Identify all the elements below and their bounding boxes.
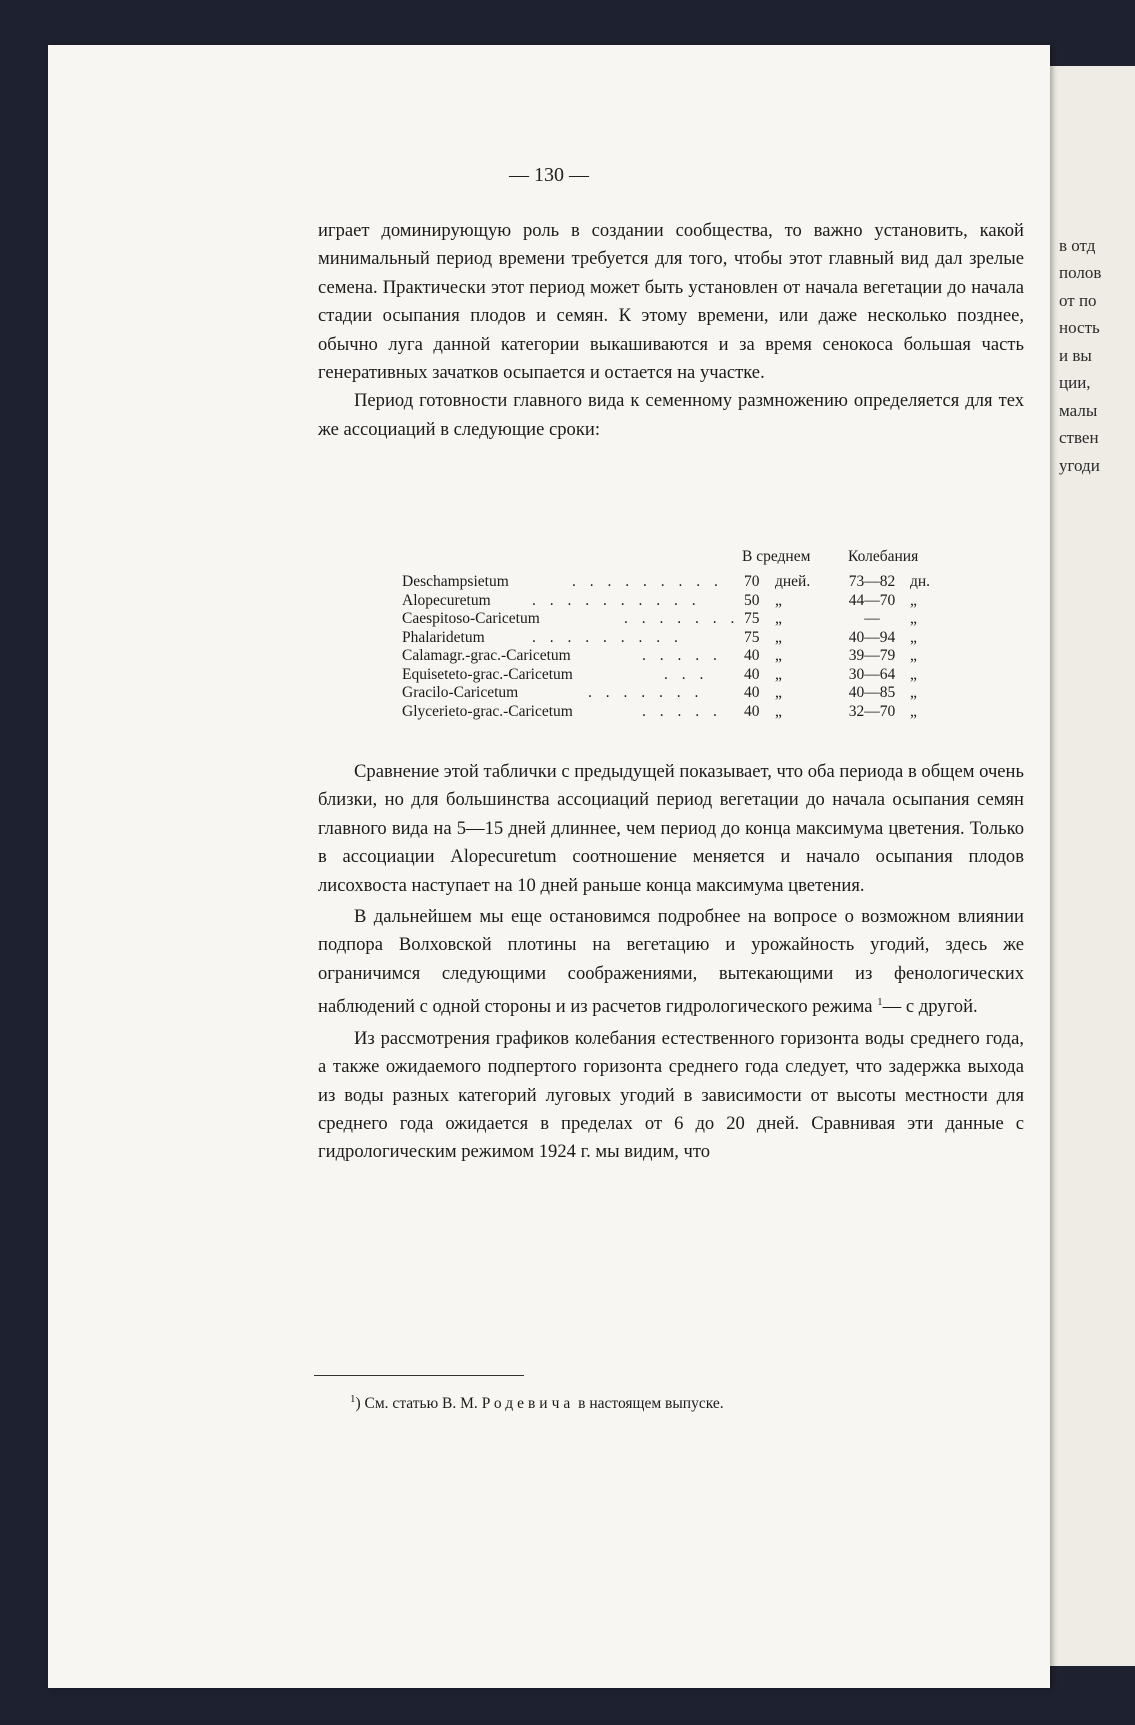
adjacent-page-text: и вы xyxy=(1059,346,1092,365)
mean-value: 40 xyxy=(744,684,760,701)
adjacent-page-edge xyxy=(1045,66,1135,1666)
range-value: — xyxy=(864,610,880,627)
mean-value: 70 xyxy=(744,573,760,590)
association-name: Phalaridetum xyxy=(402,628,485,646)
paragraph: Сравнение этой таблички с предыдущей показывает, что оба периода в общем очень близки, но для большинства ассоциаций период вегетации до начала осыпания семян главного вида на 5—15 дней длиннее, чем период до конца максимума цветения. Только в ассоциации Alopecuretum соотношение меняется и начало осыпания плодов лисохвоста наступает на 10 дней раньше конца максимума цветения. xyxy=(318,761,1024,896)
table-row xyxy=(402,666,962,685)
text-block-bottom xyxy=(318,758,1024,1167)
mean-unit: „ xyxy=(775,684,782,701)
range-value: 40—85 xyxy=(848,684,896,701)
range-value: 39—79 xyxy=(848,647,896,664)
table-row xyxy=(402,573,962,592)
range-value: 30—64 xyxy=(848,665,896,683)
table-row xyxy=(402,629,962,648)
range-unit: „ xyxy=(910,665,917,683)
table-row xyxy=(402,647,962,666)
page-number: — 130 — xyxy=(509,164,589,186)
range-value: 32—70 xyxy=(848,702,896,720)
association-name: Calamagr.-grac.-Caricetum xyxy=(402,647,571,664)
association-name: Caespitoso-Caricetum xyxy=(402,610,540,627)
range-value: 44—70 xyxy=(848,591,896,609)
association-name: Equiseteto-grac.-Caricetum xyxy=(402,665,573,683)
association-name: Deschampsietum xyxy=(402,573,509,590)
range-value: 40—94 xyxy=(848,628,896,646)
leader-dots: . . . . . . . xyxy=(588,684,704,701)
header-mean: В среднем xyxy=(742,548,811,565)
footnote-text: ) См. статью В. М. xyxy=(355,1395,478,1413)
range-unit: дн. xyxy=(910,573,931,590)
association-name: Glycerieto-grac.-Caricetum xyxy=(402,702,573,720)
mean-unit: „ xyxy=(775,665,782,683)
adjacent-page-text: полов xyxy=(1059,263,1102,282)
mean-value: 75 xyxy=(744,628,760,646)
paragraph-text: В дальнейшем мы еще остановимся подробнее на вопросе о возможном влиянии подпора Волховской плотины на вегетацию и урожайность угодий, здесь же ограничимся следующими соображениями, вытекающими из фенологических наблюдений с одной стороны и из расчетов гидрологического режима xyxy=(318,906,1024,1018)
mean-unit: „ xyxy=(775,628,782,646)
range-unit: „ xyxy=(910,647,917,664)
paragraph-tail: — с другой. xyxy=(882,996,978,1018)
phenology-table xyxy=(402,548,962,721)
leader-dots: . . . . . xyxy=(642,702,722,720)
leader-dots: . . . . . . . . . xyxy=(572,573,723,590)
range-unit: „ xyxy=(910,610,917,627)
footnote-text-end: в настоящем выпуске. xyxy=(578,1395,724,1413)
adjacent-page-text: ность xyxy=(1059,318,1100,337)
leader-dots: . . . . . xyxy=(642,647,722,664)
leader-dots: . . . xyxy=(664,665,709,683)
footnote-marker: 1 xyxy=(350,1393,356,1405)
range-value: 73—82 xyxy=(848,573,896,590)
paragraph xyxy=(318,903,1024,1022)
range-unit: „ xyxy=(910,591,917,609)
mean-value: 50 xyxy=(744,591,760,609)
adjacent-page-text: угоди xyxy=(1059,456,1100,475)
mean-value: 75 xyxy=(744,610,760,627)
mean-value: 40 xyxy=(744,665,760,683)
adjacent-page-text: в отд xyxy=(1059,236,1096,255)
footnote-rule xyxy=(314,1375,524,1376)
leader-dots: . . . . . . . . . xyxy=(532,628,683,646)
header-range: Колебания xyxy=(848,548,919,565)
mean-unit: „ xyxy=(775,647,782,664)
mean-value: 40 xyxy=(744,647,760,664)
text-block-top xyxy=(318,217,1024,444)
mean-unit: „ xyxy=(775,610,782,627)
leader-dots: . . . . . . . xyxy=(624,610,740,627)
table-row xyxy=(402,592,962,611)
mean-value: 40 xyxy=(744,702,760,720)
adjacent-page-text: от по xyxy=(1059,291,1097,310)
mean-unit: „ xyxy=(775,702,782,720)
table-row xyxy=(402,684,962,703)
leader-dots: . . . . . . . . . . xyxy=(532,591,701,609)
document-page xyxy=(48,45,1050,1688)
paragraph: Период готовности главного вида к семенному размножению определяется для тех же ассоциаций в следующие сроки: xyxy=(318,390,1024,440)
mean-unit: дней. xyxy=(775,573,811,590)
range-unit: „ xyxy=(910,702,917,720)
range-unit: „ xyxy=(910,684,917,701)
association-name: Alopecuretum xyxy=(402,591,491,609)
table-header xyxy=(402,548,962,573)
adjacent-page-text: ствен xyxy=(1059,428,1099,447)
range-unit: „ xyxy=(910,628,917,646)
footnote xyxy=(350,1393,724,1413)
mean-unit: „ xyxy=(775,591,782,609)
footnote-author: Родевича xyxy=(481,1395,575,1413)
association-name: Gracilo-Caricetum xyxy=(402,684,519,701)
paragraph: играет доминирующую роль в создании сообщества, то важно установить, какой минимальный период времени требуется для того, чтобы этот главный вид дал зрелые семена. Практически этот период может быть установлен от начала вегетации до начала стадии осыпания плодов и семян. К этому времени, или даже несколько позднее, обычно луга данной категории выкашиваются и за время сенокоса большая часть генеративных зачатков осыпается и остается на участке. xyxy=(318,220,1024,384)
paragraph: Из рассмотрения графиков колебания естественного горизонта воды среднего года, а также ожидаемого подпертого горизонта среднего года следует, что задержка выхода из воды разных категорий луговых угодий в зависимости от высоты местности для среднего года ожидается в пределах от 6 до 20 дней. Сравнивая эти данные с гидрологическим режимом 1924 г. мы видим, что xyxy=(318,1027,1024,1163)
table-row xyxy=(402,610,962,629)
adjacent-page-text: ции, xyxy=(1059,373,1091,392)
footnote-reference[interactable]: 1 xyxy=(877,996,883,1009)
adjacent-page-text: малы xyxy=(1059,401,1098,420)
table-row xyxy=(402,703,962,722)
